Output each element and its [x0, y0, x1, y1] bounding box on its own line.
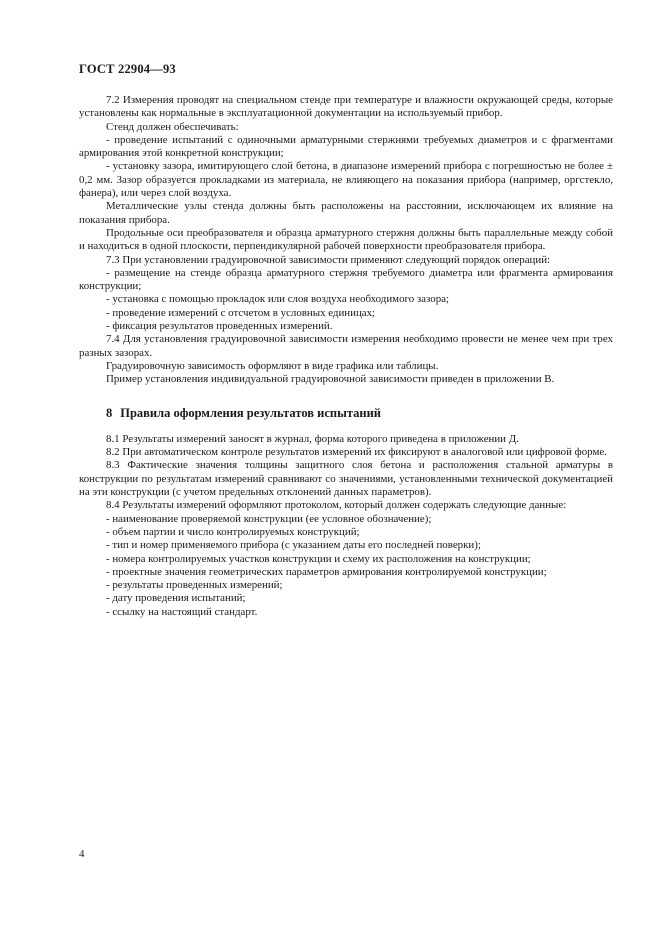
paragraph-8-1: 8.1 Результаты измерений заносят в журнал, форма которого приведена в приложении Д. [106, 432, 519, 445]
section-title: Правила оформления результатов испытаний [120, 405, 382, 420]
list-item: - проведение измерений с отсчетом в условных единицах; [106, 306, 376, 319]
list-item: - дату проведения испытаний; [106, 592, 246, 605]
section-number: 8 [106, 405, 113, 420]
paragraph-7-4: 7.4 Для установления градуировочной зависимости измерения необходимо провести не менее чем при трех разных зазорах. [79, 333, 613, 359]
list-item: - ссылку на настоящий стандарт. [106, 605, 258, 618]
paragraph: Металлические узлы стенда должны быть расположены на расстоянии, исключающем их влияние на показания прибора. [79, 200, 613, 226]
list-item: - фиксация результатов проведенных измерений. [106, 320, 333, 333]
paragraph-8-4: 8.4 Результаты измерений оформляют протоколом, который должен содержать следующие данные: [106, 499, 567, 512]
paragraph-8-2: 8.2 При автоматическом контроле результатов измерений их фиксируют в аналоговой или цифровой форме. [106, 446, 607, 459]
document-body [79, 94, 613, 619]
paragraph-7-2: 7.2 Измерения проводят на специальном стенде при температуре и влажности окружающей среды, которые установлены как нормальные в эксплуатационной документации на используемый прибор. [79, 94, 613, 120]
page-number: 4 [79, 848, 85, 860]
list-item: - проектные значения геометрических параметров армирования контролируемой конструкции; [106, 565, 547, 578]
document-header: ГОСТ 22904—93 [79, 62, 176, 76]
section-heading-8 [79, 407, 613, 420]
paragraph-7-3: 7.3 При установлении градуировочной зависимости применяют следующий порядок операций: [106, 253, 551, 266]
list-item: - наименование проверяемой конструкции (ее условное обозначение); [106, 512, 432, 525]
list-item: - установку зазора, имитирующего слой бетона, в диапазоне измерений прибора с погрешностью не более ± 0,2 мм. Зазор образуется прокладками из материала, не влияющего на показания прибора (например, оргстекло, фанера), или через слой воздуха. [79, 160, 613, 200]
paragraph-8-3: 8.3 Фактические значения толщины защитного слоя бетона и расположения стальной арматуры в конструкции по результатам измерений сравнивают со значениями, установленными технической документацией на эти конструкции (с учетом предельных отклонений данных параметров). [79, 459, 613, 499]
paragraph: Градуировочную зависимость оформляют в виде графика или таблицы. [106, 359, 439, 372]
list-item: - номера контролируемых участков конструкции и схему их расположения на конструкции; [106, 552, 531, 565]
paragraph: Продольные оси преобразователя и образца арматурного стержня должны быть параллельные между собой и находиться в одной плоскости, перпендикулярной рабочей поверхности преобразователя прибора. [79, 226, 613, 253]
list-item: - установка с помощью прокладок или слоя воздуха необходимого зазора; [106, 293, 450, 306]
list-item: - тип и номер применяемого прибора (с указанием даты его последней поверки); [106, 539, 481, 552]
paragraph-stand-requirements: Стенд должен обеспечивать: [106, 120, 239, 133]
paragraph: Пример установления индивидуальной градуировочной зависимости приведен в приложении В. [106, 373, 555, 386]
list-item: - результаты проведенных измерений; [106, 579, 283, 592]
list-item: - объем партии и число контролируемых конструкций; [106, 525, 360, 538]
list-item: - размещение на стенде образца арматурного стержня требуемого диаметра или фрагмента армирования конструкции; [79, 266, 613, 293]
list-item: - проведение испытаний с одиночными арматурными стержнями требуемых диаметров и с фрагментами армирования этой конкретной конструкции; [79, 133, 613, 160]
